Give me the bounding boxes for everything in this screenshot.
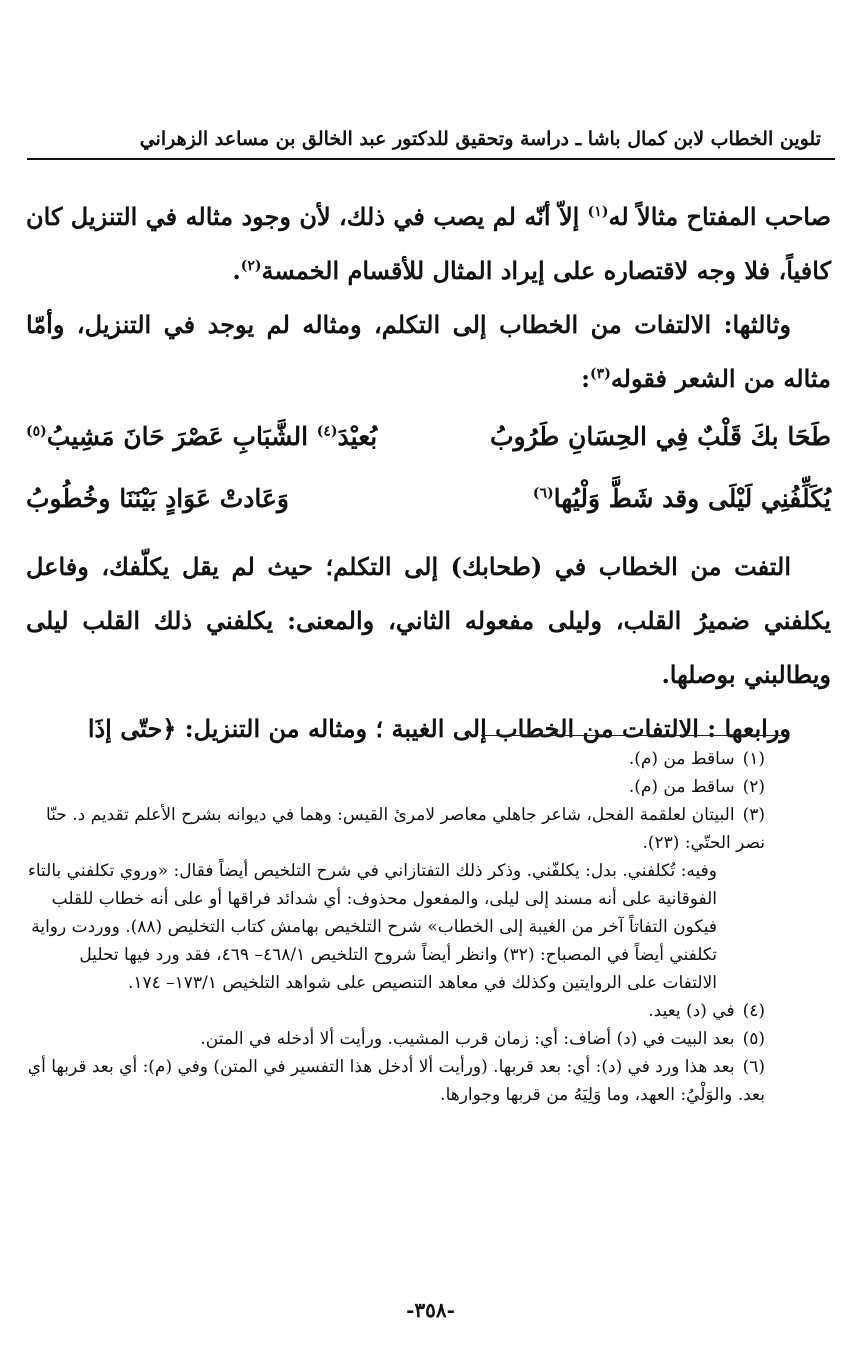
footnote-ref-1: (١): [587, 204, 609, 220]
footnote-ref-3: (٣): [590, 366, 611, 382]
verse-1: [26, 406, 831, 468]
running-header: تلوين الخطاب لابن كمال باشا ـ دراسة وتحقيق للدكتور عبد الخالق بن مساعد الزهراني: [139, 128, 821, 150]
footnote-6-number: (٦): [742, 1057, 765, 1077]
paragraph-1-text-a: صاحب المفتاح مثالاً له: [608, 202, 831, 231]
poem: [26, 406, 831, 530]
paragraph-1-text-c: .: [232, 256, 241, 285]
footnote-3-continuation: وفيه: تُكلفني. بدل: يكلفّني. وذكر ذلك التفتازاني في شرح التلخيص أيضاً فقال: «وروي تكلفني بالتاء الفوقانية على أنه مسند إلى ليلى، والمفعول محذوف: أي شدائد فراقها أو على أنه خطاب للقلب فيكون التفاتاً آخر من الغيبة إلى الخطاب» شرح التلخيص بهامش كتاب التخليص (٨٨). ووردت رواية تكلفني أيضاً في المصباح: (٣٢) وانظر أيضاً شروح التلخيص ٤٦٨/١– ٤٦٩، فقد ورد فيها تحليل الالتفات على الروايتين وكذلك في معاهد التنصيص على شواهد التلخيص ١٧٣/١– ١٧٤.: [27, 861, 717, 993]
footnote-4: [25, 997, 765, 1025]
paragraph-3: التفت من الخطاب في (طحابك) إلى التكلم؛ حيث لم يقل يكلّفك، وفاعل يكلفني ضميرُ القلب، وليلى مفعوله الثاني، والمعنى: يكلفني ذلك القلب ليلى ويطالبني بوصلها.: [26, 552, 831, 689]
page-number: -٣٥٨-: [406, 1298, 455, 1322]
main-text: [26, 190, 831, 756]
footnote-ref-5: (٥): [26, 423, 47, 440]
footnote-2-number: (٢): [742, 777, 765, 797]
verse-2-first-hemistich: [533, 468, 831, 530]
footnote-5: [25, 1025, 765, 1053]
footnote-5-number: (٥): [742, 1029, 765, 1049]
footnotes: [25, 745, 765, 1109]
footnote-3-number: (٣): [742, 805, 765, 825]
footnote-3: [25, 801, 765, 857]
header-rule: [27, 158, 835, 160]
footnote-6-text: بعد هذا ورد في (د): أي: بعد قربها. (ورأيت ألا أدخل هذا التفسير في المتن) وفي (م): أي بعد قربها أي بعد. والوَلْيُ: العهد، وما وَلِيَهُ من قربها وجوارها.: [27, 1057, 765, 1105]
footnote-4-number: (٤): [742, 1001, 765, 1021]
footnote-1-number: (١): [742, 749, 765, 769]
footnote-1-text: ساقط من (م).: [628, 749, 735, 769]
paragraph-2: [26, 298, 831, 406]
verse-1-second-text-a: بُعيْدَ: [337, 422, 378, 451]
verse-2: [26, 468, 831, 530]
verse-1-first-hemistich: طَحَا بكَ قَلْبٌ فِي الحِسَانِ طَرُوبُ: [489, 422, 831, 451]
paragraph-1: [26, 190, 831, 298]
footnote-3-text: البيتان لعلقمة الفحل، شاعر جاهلي معاصر لامرئ القيس: وهما في ديوانه بشرح الأعلم تقديم د. حنّا نصر الحتّي: (٢٣).: [45, 805, 765, 853]
footnote-ref-2: (٢): [240, 258, 262, 274]
verse-2-first-text: يُكَلِّفُنِي لَيْلَى وقد شَطَّ وَلْيُها: [553, 484, 831, 513]
footnote-4-text: في (د) يعيد.: [648, 1001, 735, 1021]
paragraph-2-text-b: :: [581, 364, 591, 393]
paragraph-4: ورابعها : الالتفات من الخطاب إلى الغيبة ؛ ومثاله من التنزيل: ﴿حتّى إذَا: [87, 714, 791, 743]
footnote-5-text: بعد البيت في (د) أضاف: أي: زمان قرب المشيب. ورأيت ألا أدخله في المتن.: [200, 1029, 735, 1049]
verse-1-second-text-b: الشَّبَابِ عَصْرَ حَانَ مَشِيبُ: [46, 422, 317, 451]
footnote-ref-6: (٦): [532, 485, 554, 502]
verse-2-second-hemistich: وَعَادتْ عَوَادٍ بَيْنَنَا وخُطُوبُ: [26, 484, 289, 513]
footnote-ref-4: (٤): [316, 423, 338, 440]
footnote-2: [25, 773, 765, 801]
footnote-2-text: ساقط من (م).: [628, 777, 735, 797]
footnote-1: [25, 745, 765, 773]
footnote-6: [25, 1053, 765, 1109]
paragraph-1-text-b: إلاّ أنّه لم يصب في ذلك، لأن وجود مثاله في التنزيل كان كافياً، فلا وجه لاقتصاره على إيراد المثال للأقسام الخمسة: [26, 202, 831, 285]
verse-1-second-hemistich: [26, 406, 377, 468]
footnote-rule: [481, 735, 781, 736]
paragraph-2-text-a: وثالثها: الالتفات من الخطاب إلى التكلم، ومثاله لم يوجد في التنزيل، وأمّا مثاله من الشعر فقوله: [26, 310, 831, 393]
